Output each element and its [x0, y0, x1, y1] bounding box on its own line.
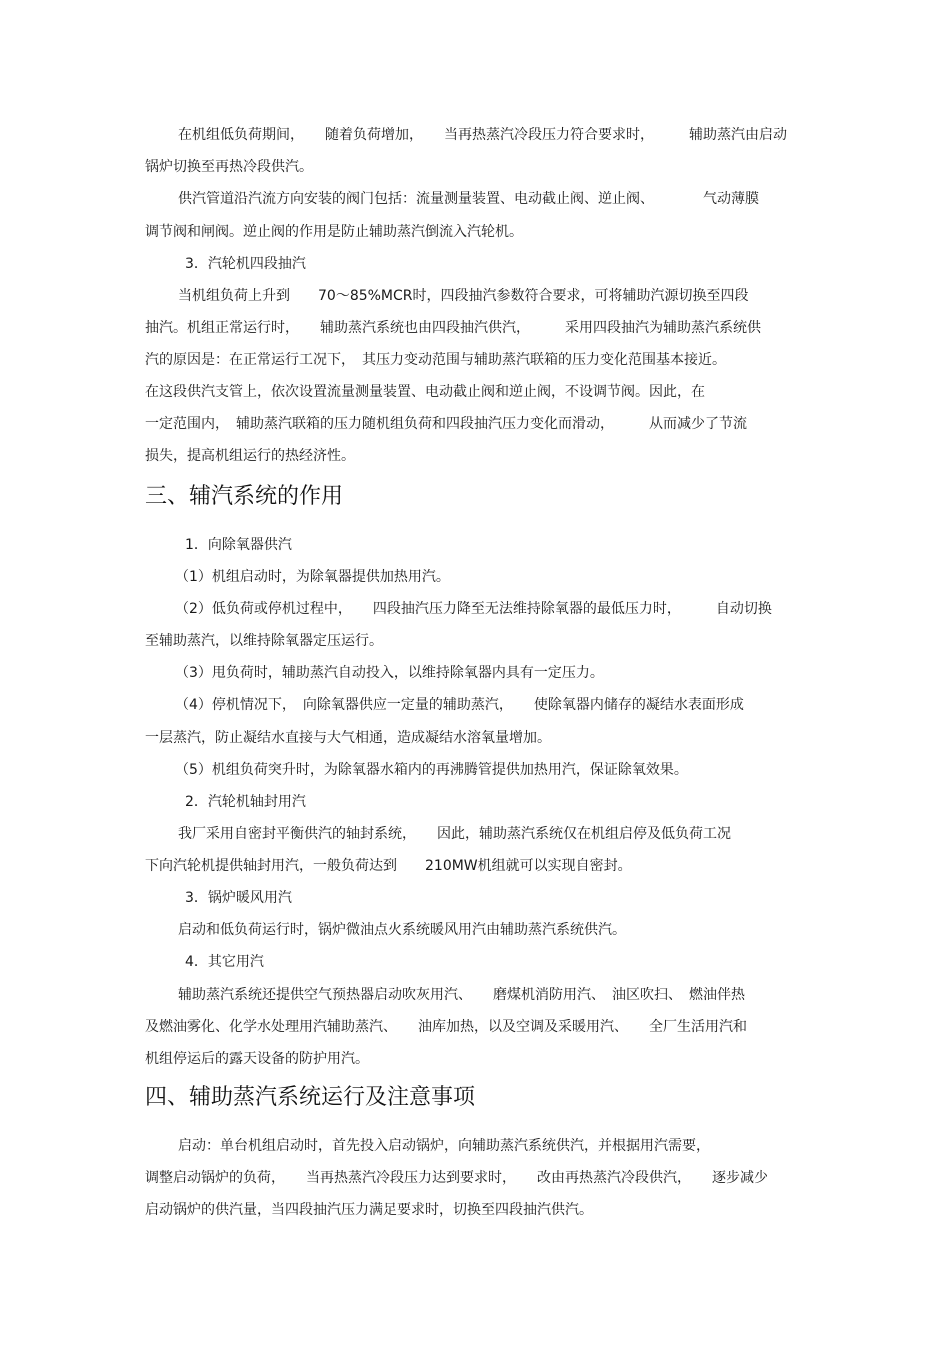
para-line: 当机组负荷上升到 70～85%MCR时，四段抽汽参数符合要求，可将辅助汽源切换至四段 [178, 288, 749, 304]
para-line: 启动和低负荷运行时，锅炉微油点火系统暖风用汽由辅助蒸汽系统供汽。 [178, 922, 626, 938]
para-line: 至辅助蒸汽，以维持除氧器定压运行。 [145, 633, 383, 649]
subheading: 3．汽轮机四段抽汽 [185, 256, 306, 272]
para-line: （3）甩负荷时，辅助蒸汽自动投入，以维持除氧器内具有一定压力。 [175, 665, 604, 681]
para-line: 启动：单台机组启动时，首先投入启动锅炉，向辅助蒸汽系统供汽，并根据用汽需要， [178, 1138, 710, 1154]
para-line: 锅炉切换至再热冷段供汽。 [145, 159, 313, 175]
para-line: 启动锅炉的供汽量，当四段抽汽压力满足要求时，切换至四段抽汽供汽。 [145, 1202, 593, 1218]
para-line: （1）机组启动时，为除氧器提供加热用汽。 [175, 569, 450, 585]
para-line: 辅助蒸汽系统还提供空气预热器启动吹灰用汽、 磨煤机消防用汽、 油区吹扫、 燃油伴热 [178, 987, 745, 1003]
para-line: 一层蒸汽，防止凝结水直接与大气相通，造成凝结水溶氧量增加。 [145, 730, 551, 746]
para-line: 在机组低负荷期间， 随着负荷增加， 当再热蒸汽冷段压力符合要求时， 辅助蒸汽由启动 [178, 127, 787, 143]
subheading: 1．向除氧器供汽 [185, 537, 292, 553]
para-line: 及燃油雾化、化学水处理用汽辅助蒸汽、 油库加热，以及空调及采暖用汽、 全厂生活用汽和 [145, 1019, 747, 1035]
para-line: 损失，提高机组运行的热经济性。 [145, 448, 355, 464]
section-heading: 三、辅汽系统的作用 [145, 484, 344, 509]
para-line: 一定范围内， 辅助蒸汽联箱的压力随机组负荷和四段抽汽压力变化而滑动， 从而减少了节流 [145, 416, 747, 432]
para-line: 调整启动锅炉的负荷， 当再热蒸汽冷段压力达到要求时， 改由再热蒸汽冷段供汽， 逐步减少 [145, 1170, 768, 1186]
subheading: 4．其它用汽 [185, 954, 264, 970]
para-line: 下向汽轮机提供轴封用汽，一般负荷达到 210MW机组就可以实现自密封。 [145, 858, 632, 874]
para-line: （5）机组负荷突升时，为除氧器水箱内的再沸腾管提供加热用汽，保证除氧效果。 [175, 762, 688, 778]
para-line: 机组停运后的露天设备的防护用汽。 [145, 1051, 369, 1067]
subheading: 3．锅炉暖风用汽 [185, 890, 292, 906]
para-line: 抽汽。机组正常运行时， 辅助蒸汽系统也由四段抽汽供汽， 采用四段抽汽为辅助蒸汽系统供 [145, 320, 761, 336]
para-line: 供汽管道沿汽流方向安装的阀门包括：流量测量装置、电动截止阀、逆止阀、 气动薄膜 [178, 191, 759, 207]
para-line: 我厂采用自密封平衡供汽的轴封系统， 因此，辅助蒸汽系统仅在机组启停及低负荷工况 [178, 826, 731, 842]
para-line: 调节阀和闸阀。逆止阀的作用是防止辅助蒸汽倒流入汽轮机。 [145, 224, 523, 240]
para-line: 汽的原因是：在正常运行工况下， 其压力变动范围与辅助蒸汽联箱的压力变化范围基本接近。 [145, 352, 726, 368]
section-heading: 四、辅助蒸汽系统运行及注意事项 [145, 1085, 476, 1110]
subheading: 2．汽轮机轴封用汽 [185, 794, 306, 810]
para-line: 在这段供汽支管上，依次设置流量测量装置、电动截止阀和逆止阀，不设调节阀。因此，在 [145, 384, 705, 400]
para-line: （4）停机情况下， 向除氧器供应一定量的辅助蒸汽， 使除氧器内储存的凝结水表面形成 [175, 697, 744, 713]
para-line: （2）低负荷或停机过程中， 四段抽汽压力降至无法维持除氧器的最低压力时， 自动切换 [175, 601, 772, 617]
